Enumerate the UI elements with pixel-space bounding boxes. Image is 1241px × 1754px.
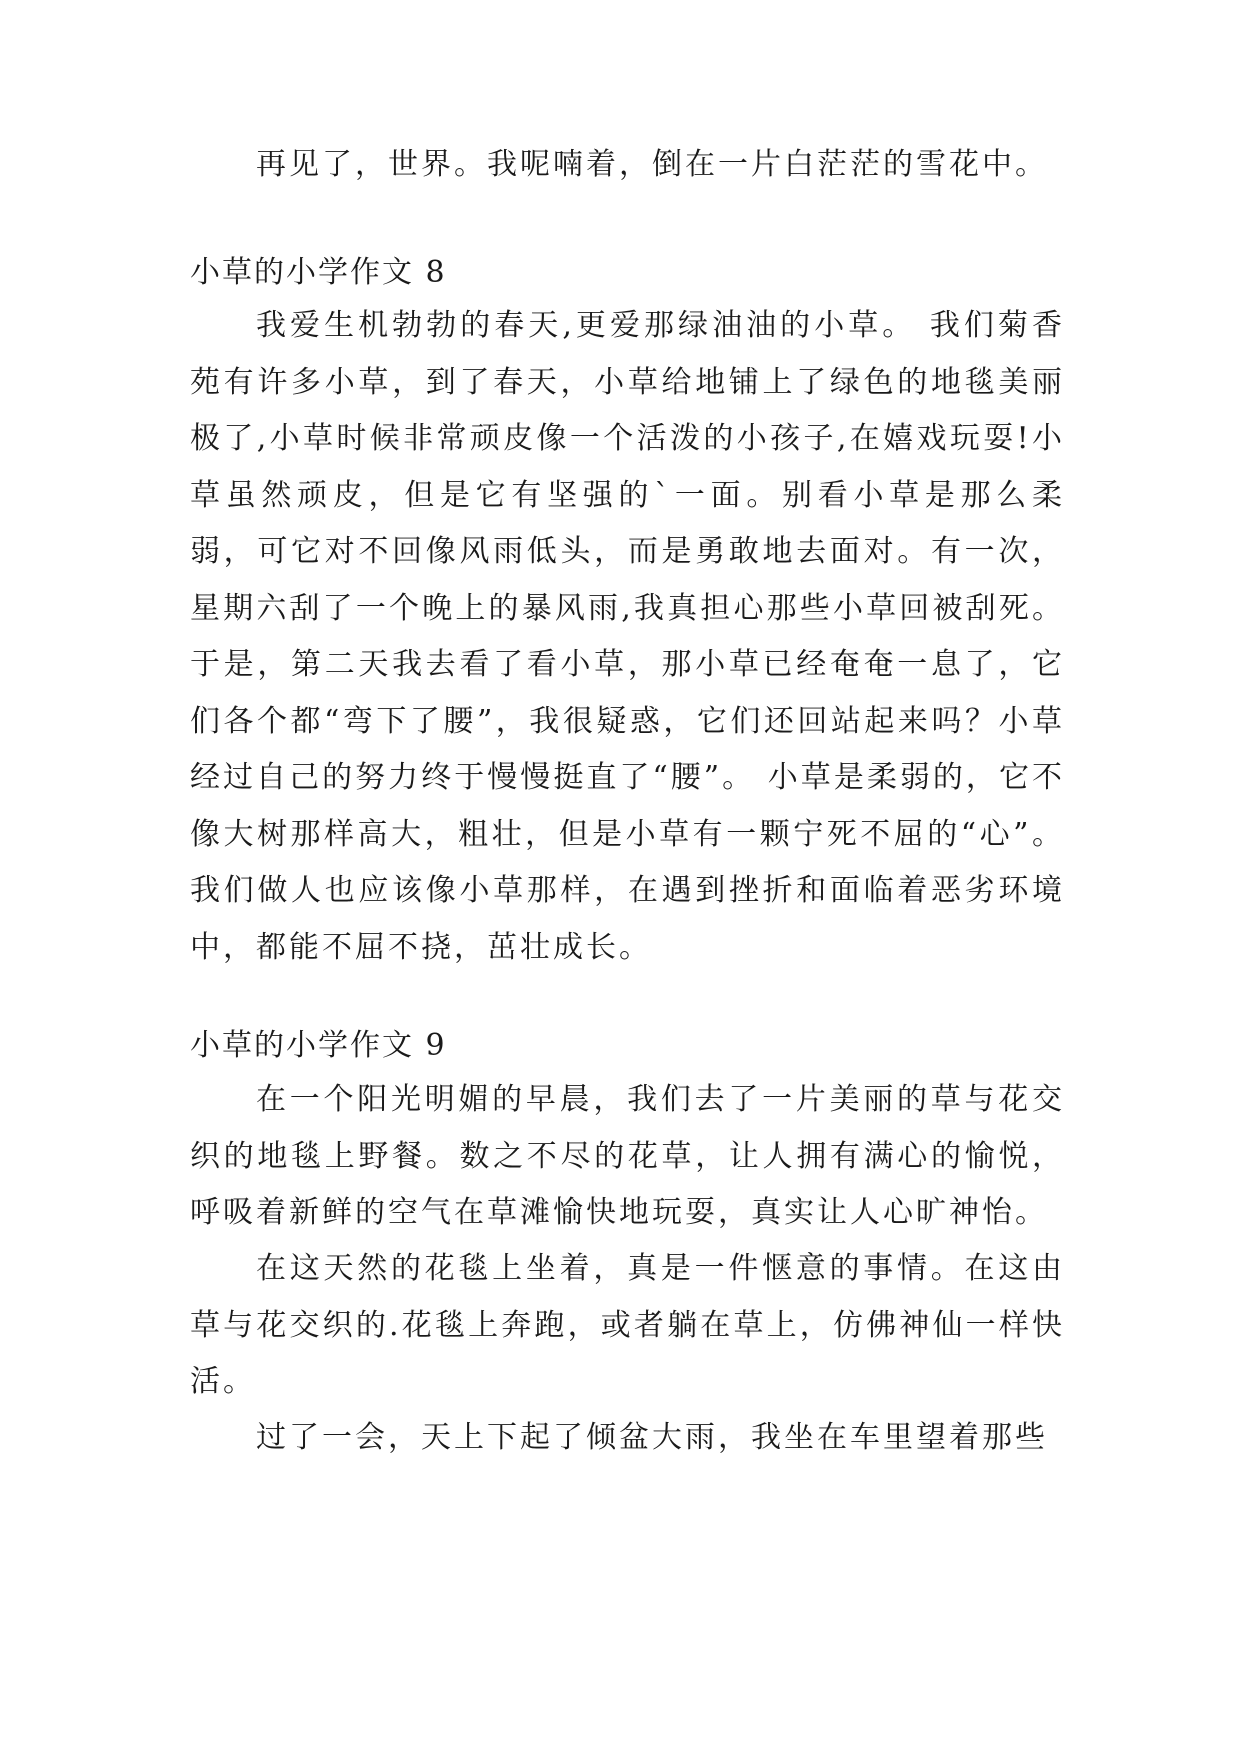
- essay-8-paragraph: 我爱生机勃勃的春天,更爱那绿油油的小草。 我们菊香苑有许多小草，到了春天，小草给地铺上了绿色的地毯美丽极了,小草时候非常顽皮像一个活泼的小孩子,在嬉戏玩耍!小草虽然顽皮，但是它有坚强的`一面。别看小草是那么柔弱，可它对不回像风雨低头，而是勇敢地去面对。有一次，星期六刮了一个晚上的暴风雨,我真担心那些小草回被刮死。于是，第二天我去看了看小草，那小草已经奄奄一息了，它们各个都“弯下了腰”，我很疑惑，它们还回站起来吗？小草经过自己的努力终于慢慢挺直了“腰”。 小草是柔弱的，它不像大树那样高大，粗壮，但是小草有一颗宁死不屈的“心”。我们做人也应该像小草那样，在遇到挫折和面临着恶劣环境中，都能不屈不挠，茁壮成长。: [190, 308, 1065, 965]
- essay-9-paragraph-2: 在这天然的花毯上坐着，真是一件惬意的事情。在这由草与花交织的.花毯上奔跑，或者躺在草上，仿佛神仙一样快活。: [190, 1251, 1065, 1399]
- essay-9-paragraph-3: 过了一会，天上下起了倾盆大雨，我坐在车里望着那些: [256, 1420, 1048, 1455]
- essay-9-paragraph-1: 在一个阳光明媚的早晨，我们去了一片美丽的草与花交织的地毯上野餐。数之不尽的花草，让人拥有满心的愉悦，呼吸着新鲜的空气在草滩愉快地玩耍，真实让人心旷神怡。: [190, 1082, 1065, 1230]
- essay-8-heading: 小草的小学作文 8: [190, 255, 447, 290]
- essay-9-heading: 小草的小学作文 9: [190, 1028, 447, 1063]
- closing-paragraph: 再见了，世界。我呢喃着，倒在一片白茫茫的雪花中。: [256, 147, 1048, 182]
